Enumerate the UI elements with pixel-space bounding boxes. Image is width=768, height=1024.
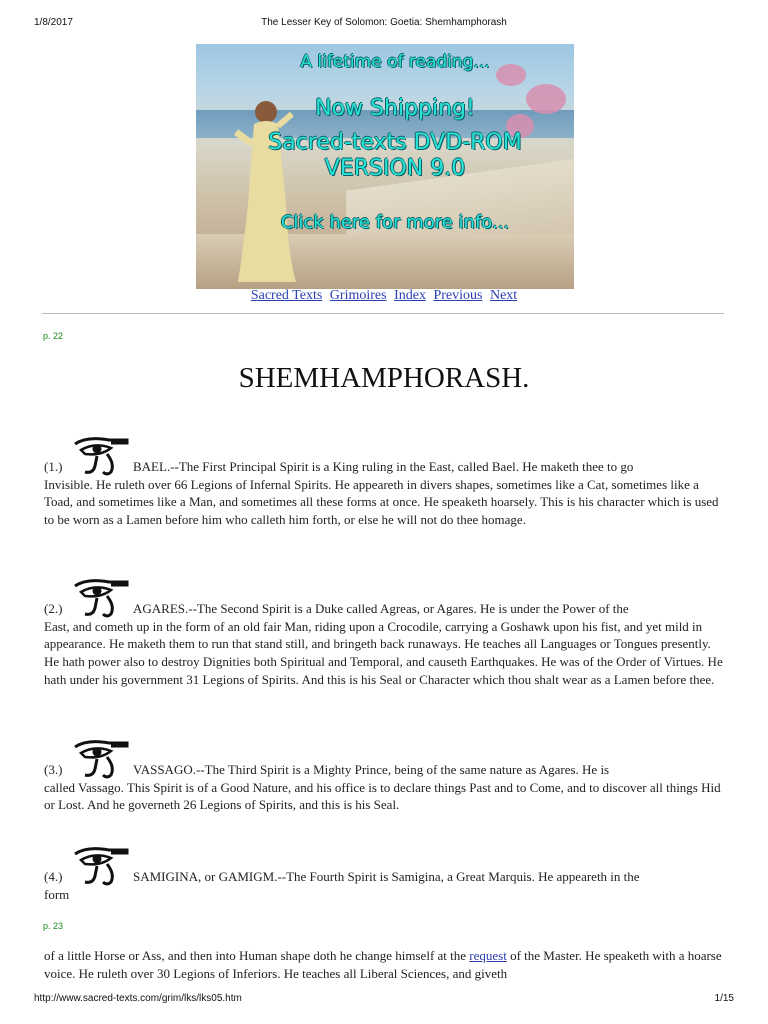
- nav-link-index[interactable]: Index: [394, 288, 426, 303]
- banner-line: Click here for more info...: [280, 212, 510, 233]
- entry-lead-text: SAMIGINA, or GAMIGM.--The Fourth Spirit is Samigina, a Great Marquis. He appeareth in the: [133, 868, 640, 884]
- eye-of-horus-icon: [71, 737, 131, 781]
- print-page-count: 1/15: [714, 993, 734, 1004]
- eye-of-horus-icon: [71, 576, 131, 620]
- print-date: 1/8/2017: [34, 17, 73, 28]
- entry-body-text: form: [44, 886, 70, 902]
- entry-lead-text: BAEL.--The First Principal Spirit is a King ruling in the East, called Bael. He maketh thee to go: [133, 458, 634, 474]
- nav-link-previous[interactable]: Previous: [433, 288, 483, 303]
- print-header: [34, 17, 734, 31]
- horizontal-rule: [42, 313, 724, 314]
- continuation-paragraph: [44, 947, 726, 982]
- dvd-rom-banner[interactable]: [196, 44, 574, 289]
- banner-line: A lifetime of reading...: [300, 52, 490, 72]
- eye-of-horus-icon: [71, 434, 131, 478]
- page-marker: p. 23: [43, 921, 64, 931]
- entry-body-text: Invisible. He ruleth over 66 Legions of Infernal Spirits. He appeareth in divers shapes, sometimes like a Cat, sometimes like a Toad, and sometimes like a Man, and sometimes all these forms at once. He speaketh hoarsely. This is his character which is used to be worn as a Lamen before him who calleth him forth, or else he will not do thee homage.: [44, 476, 719, 528]
- entry-lead-text: AGARES.--The Second Spirit is a Duke called Agreas, or Agares. He is under the Power of the: [133, 600, 629, 616]
- entry-number: (3.): [44, 761, 63, 777]
- print-title: The Lesser Key of Solomon: Goetia: Shemhamphorash: [261, 17, 507, 28]
- print-url: http://www.sacred-texts.com/grim/lks/lks05.htm: [34, 993, 242, 1004]
- request-link[interactable]: request: [469, 948, 507, 963]
- spirit-entry: [44, 868, 726, 903]
- page-marker: p. 22: [43, 331, 64, 341]
- spirit-entry: [44, 600, 726, 689]
- continuation-text: of the Master. He speaketh with a hoarse voice. He ruleth over 30 Legions of Inferiors. He teaches all Liberal Sciences, and giveth: [44, 948, 722, 981]
- nav-link-next[interactable]: Next: [489, 288, 518, 303]
- banner-line: Sacred-texts DVD-ROM: [268, 130, 522, 155]
- print-footer: [34, 993, 734, 1007]
- eye-of-horus-icon: [71, 844, 131, 888]
- banner-line: VERSION 9.0: [324, 156, 466, 181]
- nav-link-sacred-texts[interactable]: Sacred Texts: [250, 288, 323, 303]
- entry-number: (1.): [44, 458, 63, 474]
- entry-body-text: called Vassago. This Spirit is of a Good Nature, and his office is to declare things Past and to Come, and to discover all things Hid or Lost. And he governeth 26 Legions of Spirits, and this is his Seal.: [44, 779, 721, 813]
- nav-link-grimoires[interactable]: Grimoires: [329, 288, 387, 303]
- banner-line: Now Shipping!: [315, 96, 475, 121]
- spirit-entry: [44, 458, 726, 529]
- entry-lead-text: VASSAGO.--The Third Spirit is a Mighty Prince, being of the same nature as Agares. He is: [133, 761, 610, 777]
- entry-body-text: East, and cometh up in the form of an old fair Man, riding upon a Crocodile, carrying a Goshawk upon his fist, and yet mild in appearance. He maketh them to run that stand still, and bringeth back runaways. He teaches all Languages or Tongues presently. He hath power also to destroy Dignities both Spiritual and Temporal, and causeth Earthquakes. He was of the Order of Virtues. He hath under his government 31 Legions of Spirits. And this is his Seal or Character which thou shalt wear as a Lamen before thee.: [44, 618, 723, 687]
- spirit-entry: [44, 761, 726, 814]
- nav-links: [0, 288, 768, 304]
- page-heading: SHEMHAMPHORASH.: [238, 362, 530, 394]
- entry-number: (4.): [44, 868, 63, 884]
- entry-number: (2.): [44, 600, 63, 616]
- continuation-text: of a little Horse or Ass, and then into Human shape doth he change himself at the: [44, 948, 470, 963]
